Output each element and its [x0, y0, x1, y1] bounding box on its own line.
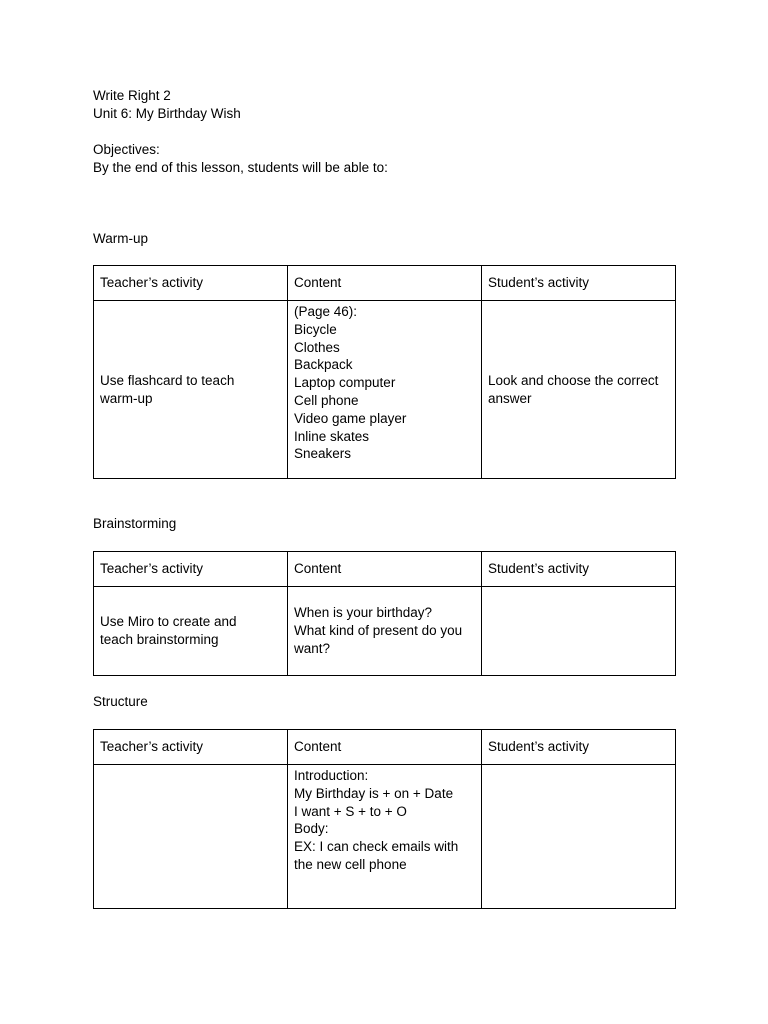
table-row	[94, 765, 676, 909]
course-title: Write Right 2	[93, 88, 171, 103]
section-title-brainstorming: Brainstorming	[93, 516, 177, 531]
header-teacher-activity: Teacher’s activity	[94, 552, 288, 587]
cell-content: (Page 46): Bicycle Clothes Backpack Laptop computer Cell phone Video game player Inline skates Sneakers	[288, 301, 482, 479]
brainstorming-table	[93, 551, 676, 676]
header-student-activity: Student’s activity	[482, 552, 676, 587]
section-title-warmup: Warm-up	[93, 231, 149, 246]
cell-content: When is your birthday? What kind of present do you want?	[288, 587, 482, 676]
header-teacher-activity: Teacher’s activity	[94, 266, 288, 301]
structure-table	[93, 729, 676, 909]
objectives-label: Objectives:	[93, 142, 160, 157]
header-content: Content	[288, 552, 482, 587]
unit-title: Unit 6: My Birthday Wish	[93, 106, 241, 121]
table-row	[94, 301, 676, 479]
header-teacher-activity: Teacher’s activity	[94, 730, 288, 765]
warmup-table	[93, 265, 676, 479]
header-content: Content	[288, 730, 482, 765]
table-header-row	[94, 552, 676, 587]
cell-content: Introduction: My Birthday is + on + Date I want + S + to + O Body: EX: I can check emails with the new cell phone	[288, 765, 482, 909]
cell-student-activity	[482, 765, 676, 909]
header-content: Content	[288, 266, 482, 301]
section-title-structure: Structure	[93, 694, 148, 709]
cell-student-activity: Look and choose the correct answer	[482, 301, 676, 479]
table-header-row	[94, 266, 676, 301]
objectives-text: By the end of this lesson, students will be able to:	[93, 160, 388, 175]
table-row	[94, 587, 676, 676]
cell-teacher-activity	[94, 765, 288, 909]
cell-student-activity	[482, 587, 676, 676]
header-student-activity: Student’s activity	[482, 266, 676, 301]
header-student-activity: Student’s activity	[482, 730, 676, 765]
cell-teacher-activity: Use flashcard to teach warm-up	[94, 301, 288, 479]
table-header-row	[94, 730, 676, 765]
cell-teacher-activity: Use Miro to create and teach brainstorming	[94, 587, 288, 676]
